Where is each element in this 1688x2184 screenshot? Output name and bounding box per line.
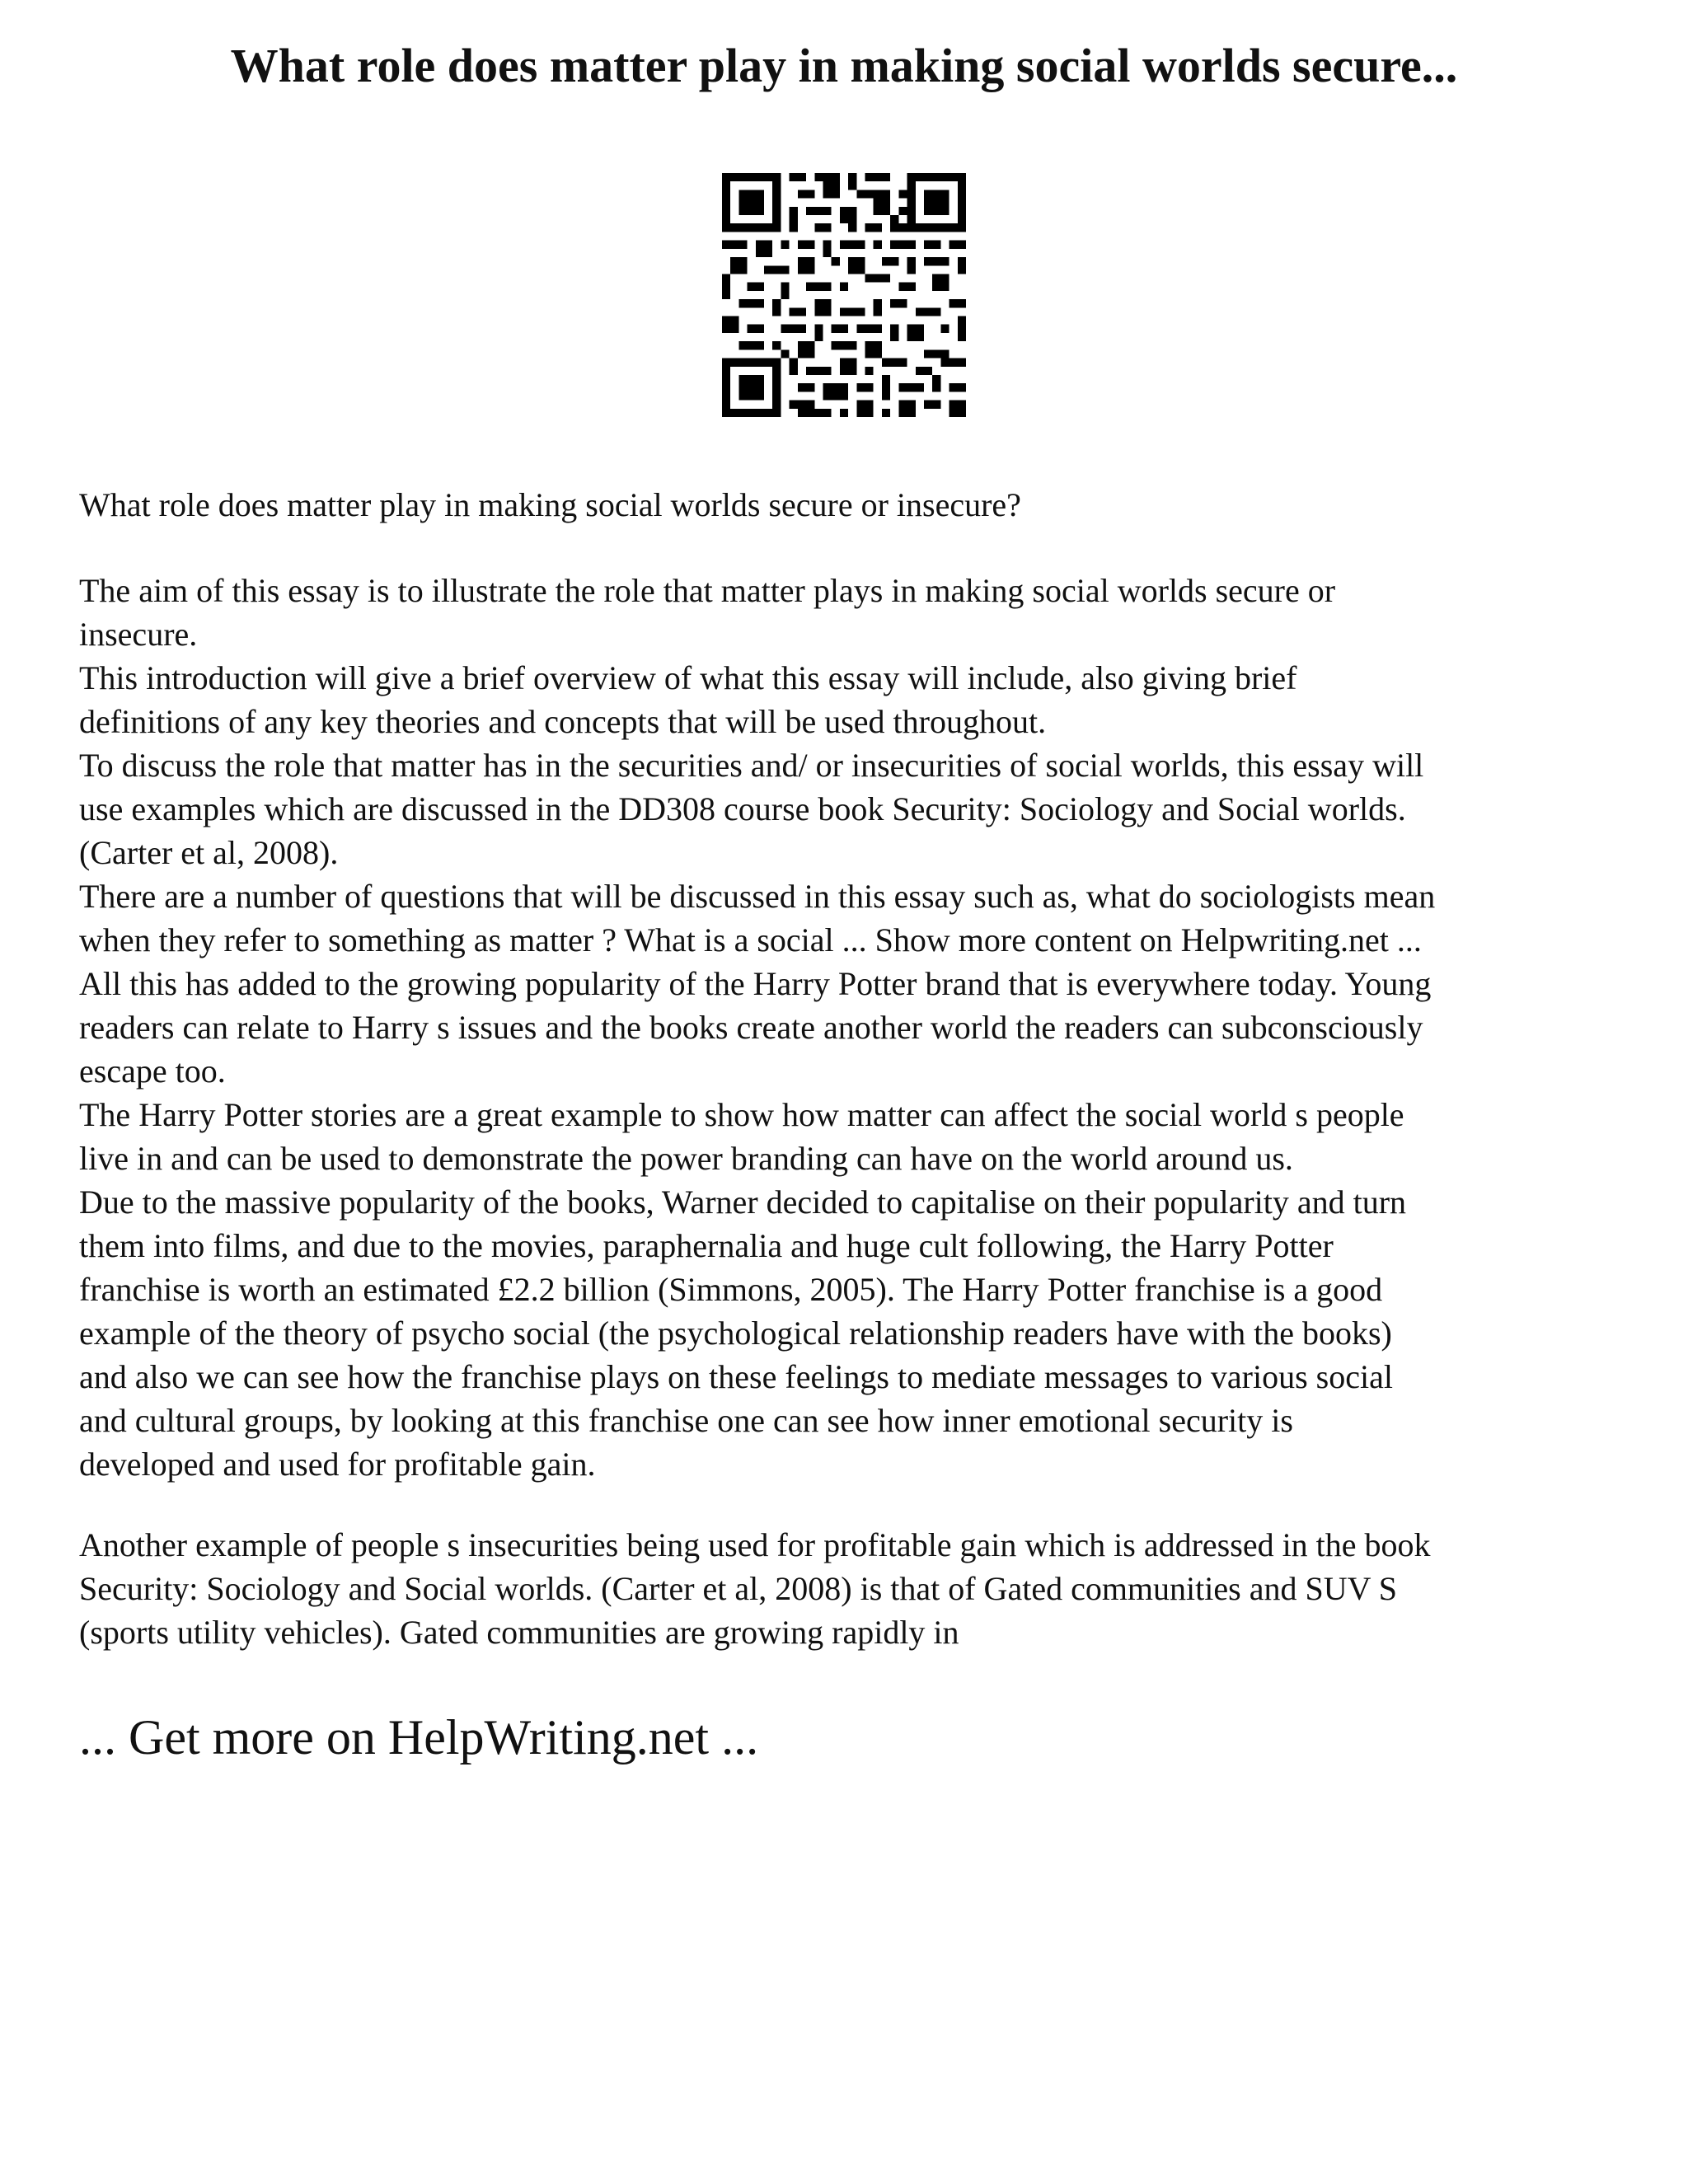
paragraph-line: (Carter et al, 2008). (79, 834, 339, 871)
paragraph-line: There are a number of questions that will be discussed in this essay such as, what do sociologists mean (79, 878, 1436, 915)
essay-paragraph-1 (79, 569, 1629, 1486)
paragraph-line: franchise is worth an estimated £2.2 billion (Simmons, 2005). The Harry Potter franchise is a good (79, 1271, 1383, 1308)
get-more-link[interactable]: ... Get more on HelpWriting.net ... (79, 1710, 759, 1765)
qr-code (722, 173, 966, 417)
paragraph-line: definitions of any key theories and concepts that will be used throughout. (79, 703, 1047, 740)
paragraph-line: Security: Sociology and Social worlds. (Carter et al, 2008) is that of Gated communities and SUV S (79, 1570, 1398, 1607)
paragraph-line: Due to the massive popularity of the books, Warner decided to capitalise on their popularity and turn (79, 1183, 1407, 1221)
paragraph-line: use examples which are discussed in the DD308 course book Security: Sociology and Social worlds. (79, 790, 1406, 827)
paragraph-line: escape too. (79, 1052, 226, 1090)
paragraph-line: The Harry Potter stories are a great example to show how matter can affect the social world s people (79, 1096, 1404, 1133)
paragraph-line: developed and used for profitable gain. (79, 1446, 596, 1483)
essay-paragraph-2 (79, 1523, 1629, 1654)
paragraph-line: them into films, and due to the movies, paraphernalia and huge cult following, the Harry Potter (79, 1227, 1334, 1264)
paragraph-line: The aim of this essay is to illustrate the role that matter plays in making social worlds secure or (79, 572, 1336, 609)
document-title: What role does matter play in making social worlds secure... (230, 39, 1458, 92)
paragraph-line: live in and can be used to demonstrate the power branding can have on the world around us. (79, 1140, 1293, 1177)
essay-question: What role does matter play in making social worlds secure or insecure? (79, 486, 1021, 523)
paragraph-line: when they refer to something as matter ? What is a social ... Show more content on Helpwriting.net ... (79, 921, 1422, 958)
paragraph-line: To discuss the role that matter has in the securities and/ or insecurities of social worlds, this essay will (79, 747, 1424, 784)
paragraph-line: insecure. (79, 616, 198, 653)
paragraph-line: readers can relate to Harry s issues and the books create another world the readers can subconsciously (79, 1009, 1423, 1046)
paragraph-line: and cultural groups, by looking at this franchise one can see how inner emotional security is (79, 1402, 1293, 1439)
paragraph-line: All this has added to the growing popularity of the Harry Potter brand that is everywhere today. Young (79, 965, 1432, 1002)
paragraph-line: (sports utility vehicles). Gated communities are growing rapidly in (79, 1614, 959, 1651)
paragraph-line: This introduction will give a brief overview of what this essay will include, also giving brief (79, 659, 1297, 696)
paragraph-line: and also we can see how the franchise plays on these feelings to mediate messages to various social (79, 1358, 1393, 1395)
paragraph-line: example of the theory of psycho social (the psychological relationship readers have with the books) (79, 1315, 1392, 1352)
paragraph-line: Another example of people s insecurities being used for profitable gain which is addressed in the book (79, 1526, 1431, 1563)
